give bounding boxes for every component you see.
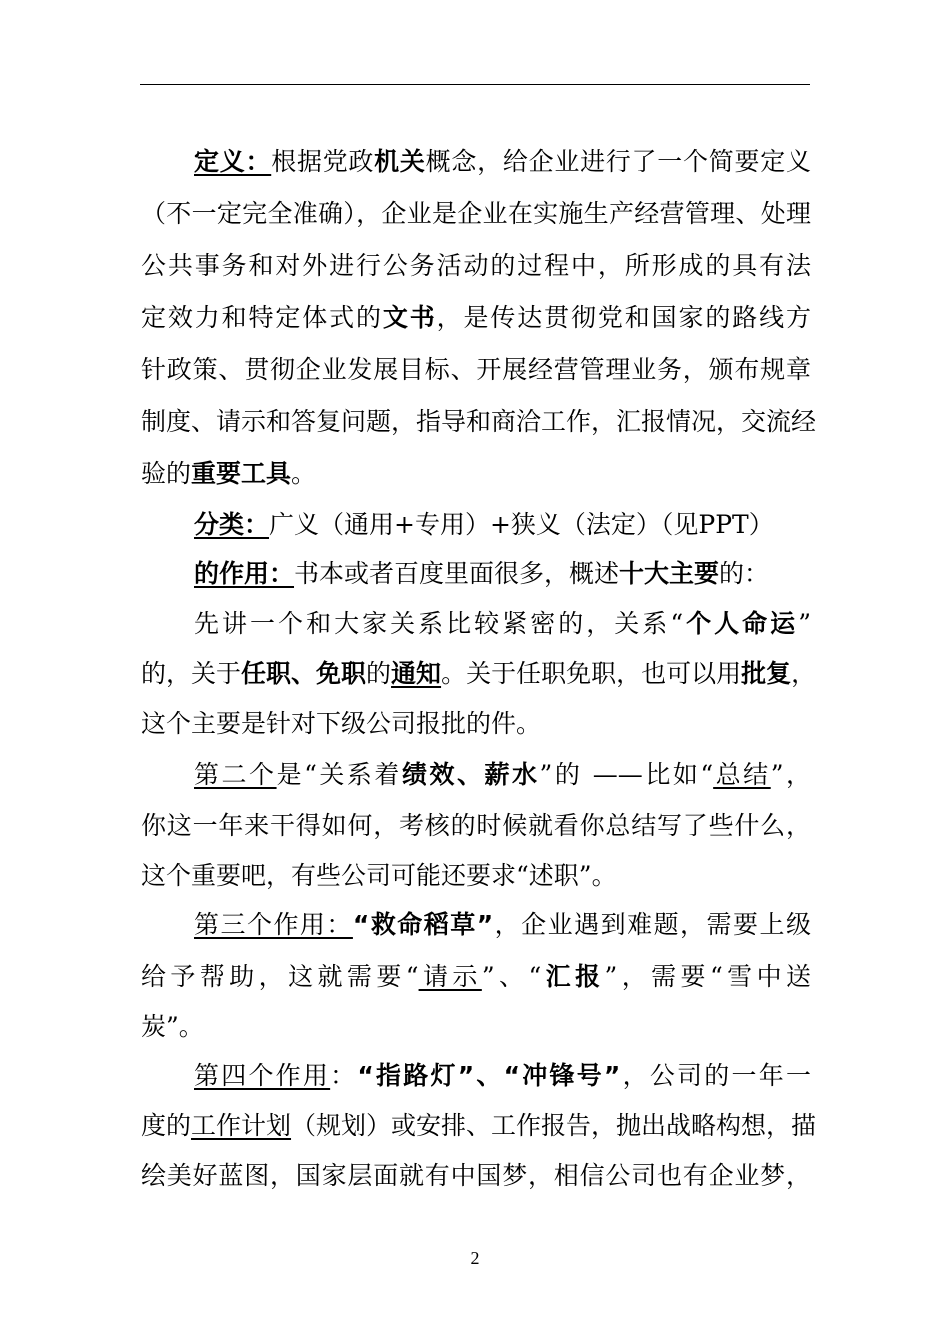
bold-term: 汇报 <box>541 962 605 991</box>
bold-term: 绩效、薪水 <box>401 760 540 789</box>
first-function-line-2 <box>141 654 817 694</box>
text-span: 验的 <box>141 459 192 488</box>
text-span: ”的 ——比如“ <box>539 760 714 789</box>
definition-line-1 <box>194 142 811 182</box>
bold-term: 重要工具 <box>191 459 292 488</box>
bold-term: 个人命运 <box>683 609 799 638</box>
text-span: ： <box>330 1061 358 1090</box>
underlined-term: 总结 <box>713 760 771 789</box>
underlined-term: 工作计划 <box>191 1111 292 1140</box>
second-function-line-3: 这个重要吧，有些公司可能还要求“述职”。 <box>141 861 617 890</box>
text-span: 。关于任职免职，也可以用 <box>441 659 742 688</box>
bold-term: 文书 <box>382 303 437 332</box>
text-span: 的 <box>366 659 392 688</box>
text-span: ，公司的一年一 <box>620 1061 811 1090</box>
text-span: （规划）或安排、工作报告，抛出战略构想，描 <box>291 1111 817 1140</box>
second-function-line-2: 你这一年来干得如何，考核的时候就看你总结写了些什么， <box>141 811 811 840</box>
third-function-line-2 <box>141 957 811 997</box>
underlined-term: 第二个 <box>194 760 277 789</box>
text-span: 的： <box>719 559 770 588</box>
definition-label: 定义： <box>194 147 272 176</box>
third-function-line-1 <box>194 905 811 945</box>
second-function-line-1 <box>194 755 811 795</box>
header-rule <box>140 84 810 85</box>
definition-line-6: 制度、请示和答复问题，指导和商洽工作，汇报情况，交流经 <box>141 407 817 436</box>
text-span: ，企业遇到难题，需要上级 <box>493 910 811 939</box>
definition-line-5: 针政策、贯彻企业发展目标、开展经营管理业务，颁布规章 <box>141 355 811 384</box>
text-span: 度的 <box>141 1111 192 1140</box>
definition-line-3: 公共事务和对外进行公务活动的过程中，所形成的具有法 <box>141 251 811 280</box>
text-span: ” <box>798 609 811 638</box>
underlined-term: 第三个作用： <box>194 910 353 939</box>
underlined-term: 第四个作用 <box>194 1061 331 1090</box>
definition-line-4 <box>141 298 811 338</box>
bold-term: 十大主要 <box>619 559 720 588</box>
bold-term: 任职、免职 <box>241 659 367 688</box>
bold-term: 机关 <box>374 147 426 176</box>
first-function-line-3: 这个主要是针对下级公司报批的件。 <box>141 709 542 738</box>
text-span: ， <box>791 659 817 688</box>
text-span: 广义（通用+专用）+狭义（法定）（见PPT） <box>269 510 774 539</box>
text-span: 先讲一个和大家关系比较紧密的，关系“ <box>194 609 684 638</box>
text-span: 。 <box>291 459 317 488</box>
third-function-line-3: 炭”。 <box>141 1012 204 1041</box>
text-span: 根据党政 <box>271 147 375 176</box>
text-span: ”、“ <box>481 962 542 991</box>
text-span: 书本或者百度里面很多，概述 <box>294 559 620 588</box>
underlined-term: 请示 <box>418 962 482 991</box>
definition-line-2: （不一定完全准确），企业是企业在实施生产经营管理、处理 <box>141 199 811 228</box>
text-span: ”，需要“雪中送 <box>604 962 811 991</box>
text-span: ，是传达贯彻党和国家的路线方 <box>436 303 811 332</box>
bold-term: “救命稻草” <box>352 910 494 939</box>
text-span: 定效力和特定体式的 <box>141 303 383 332</box>
function-label: 的作用： <box>194 559 295 588</box>
text-span: 的，关于 <box>141 659 242 688</box>
fourth-function-line-3: 绘美好蓝图，国家层面就有中国梦，相信公司也有企业梦， <box>141 1161 811 1190</box>
classification-line <box>194 505 774 545</box>
definition-line-7 <box>141 454 316 494</box>
underlined-term: 通知 <box>391 659 442 688</box>
page-number: 2 <box>470 1248 480 1268</box>
bold-term: 批复 <box>741 659 792 688</box>
bold-term: “指路灯”、“冲锋号” <box>357 1061 621 1090</box>
text-span: 概念，给企业进行了一个简要定义 <box>425 147 811 176</box>
first-function-line-1 <box>194 604 811 644</box>
fourth-function-line-1 <box>194 1056 811 1096</box>
function-line <box>194 554 769 594</box>
text-span: 给予帮助，这就需要“ <box>141 962 419 991</box>
text-span: 是“关系着 <box>276 760 402 789</box>
fourth-function-line-2 <box>141 1106 817 1146</box>
classification-label: 分类： <box>194 510 270 539</box>
text-span: ”， <box>770 760 812 789</box>
